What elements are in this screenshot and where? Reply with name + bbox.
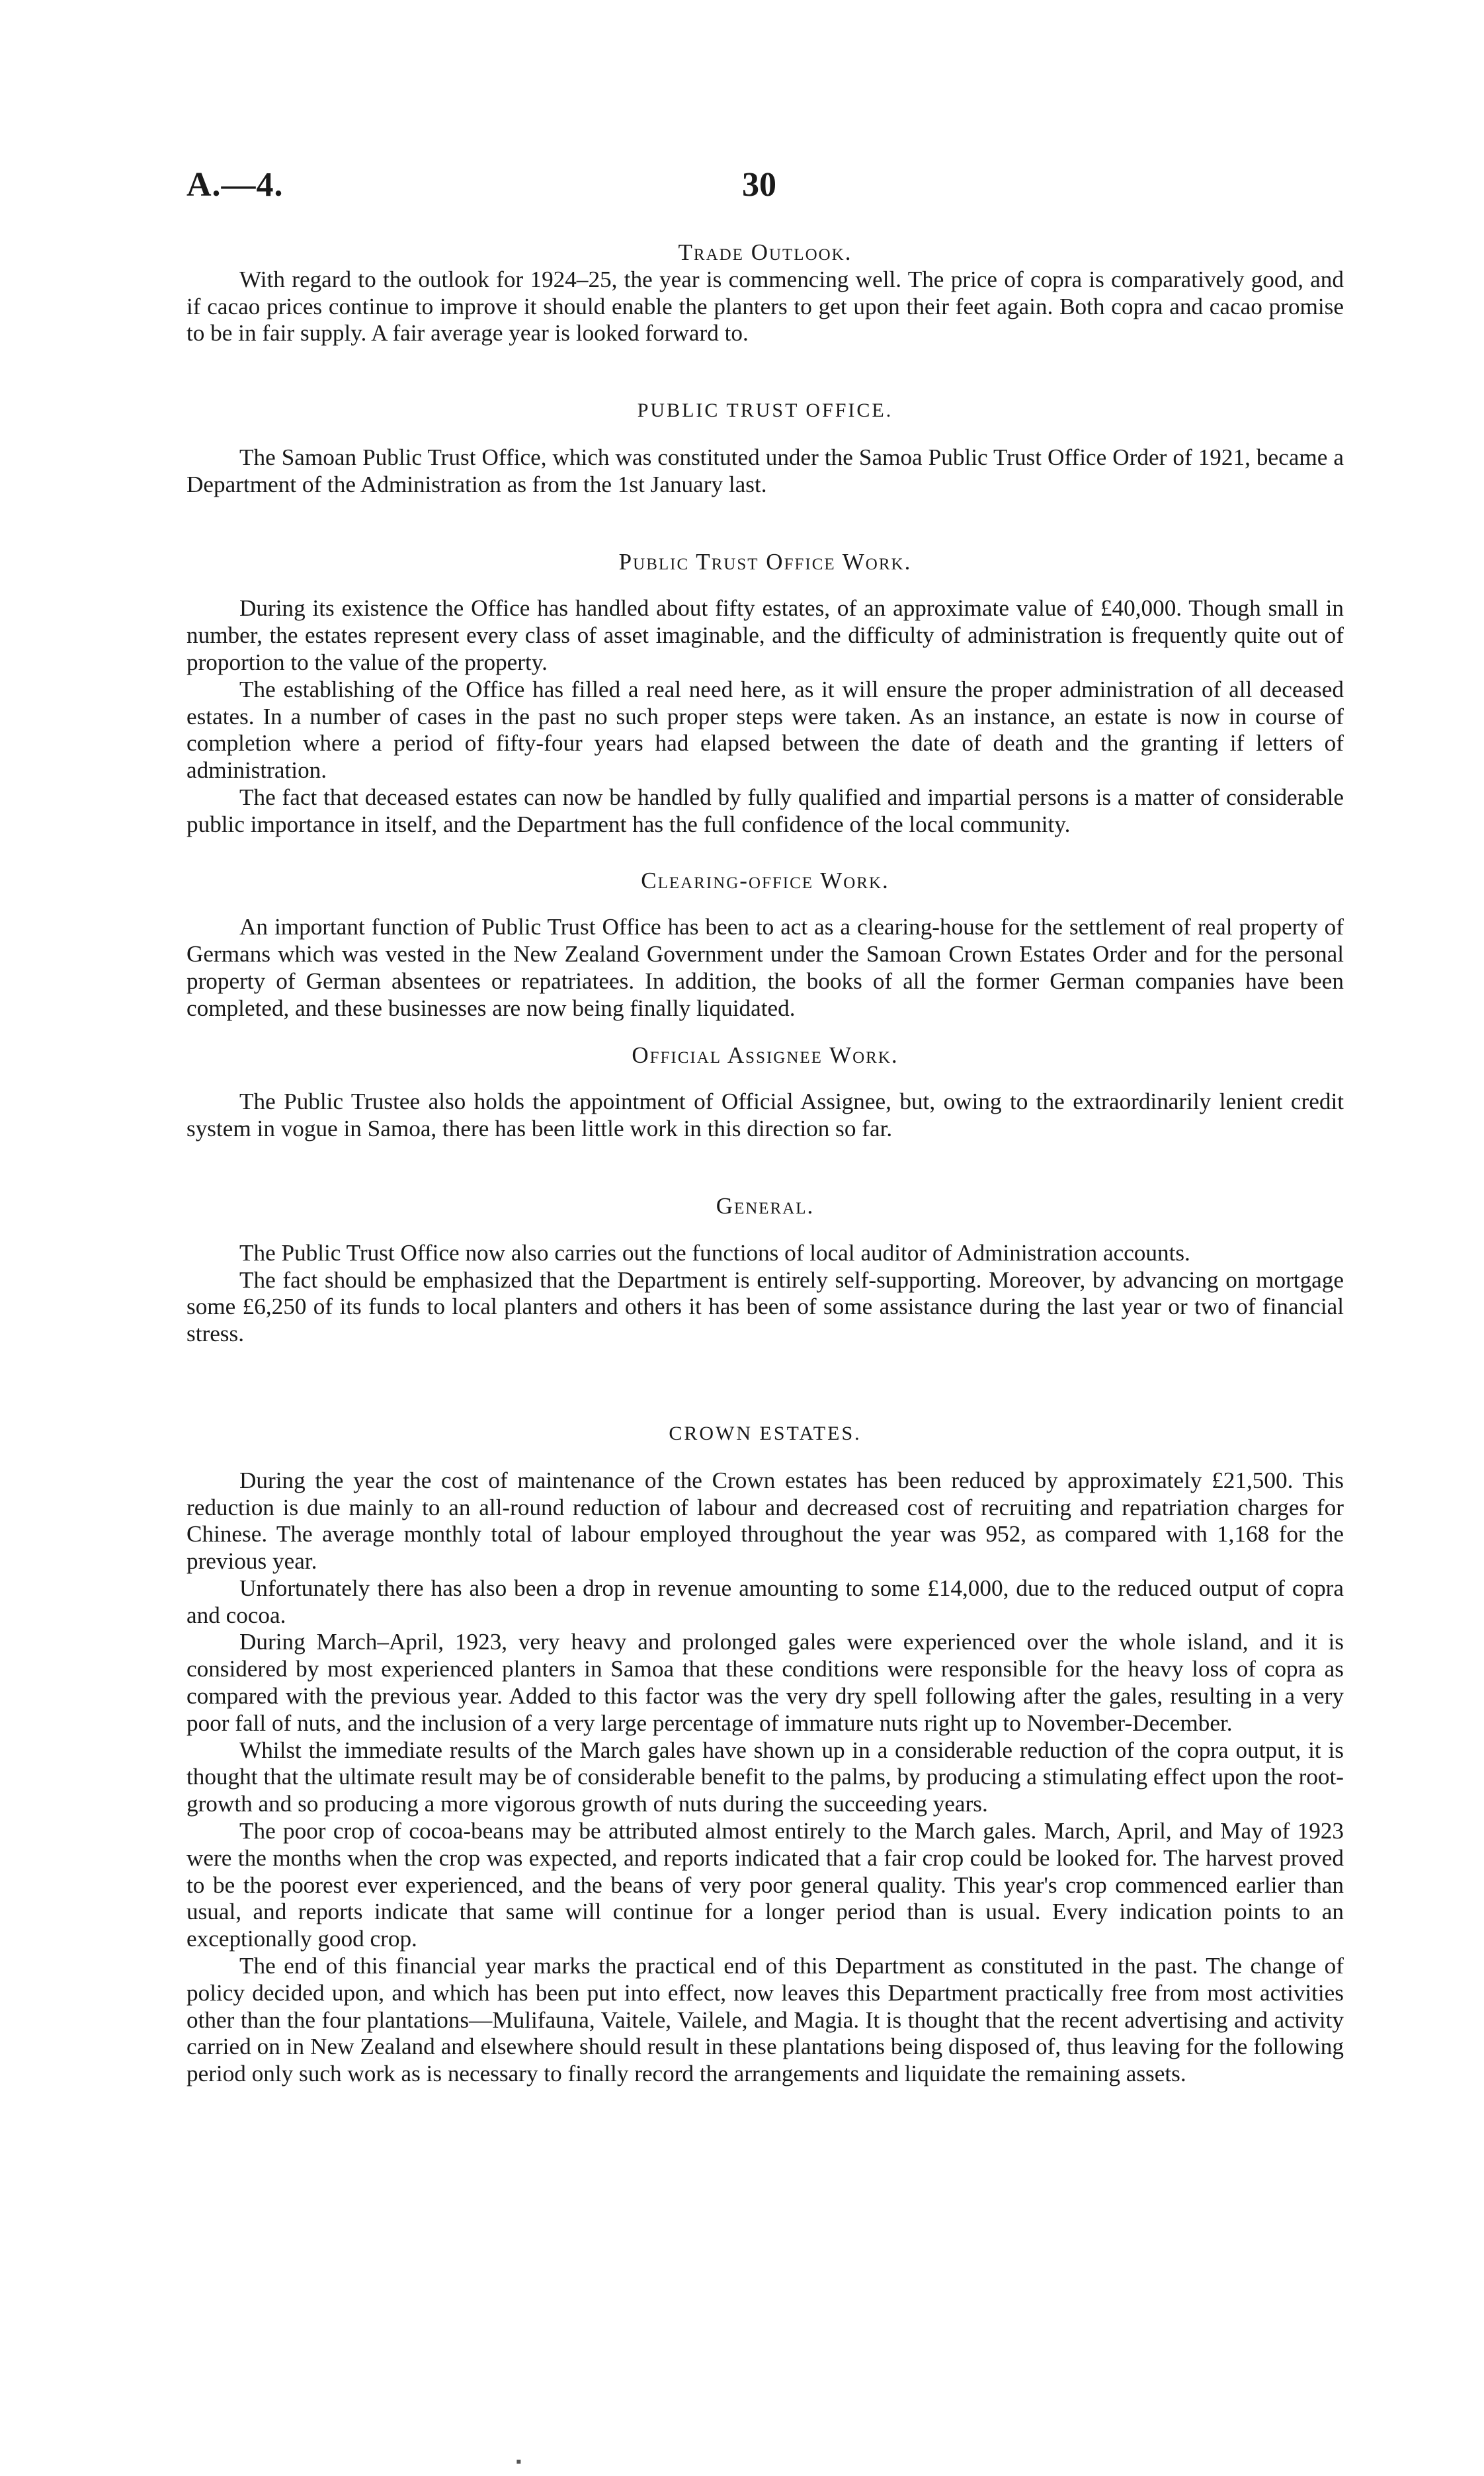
- paragraph: The end of this financial year marks the practical end of this Department as constituted in the past. The change of policy decided upon, and which has been put into effect, now leaves this Department practically free from most activities other than the four plantations—Mulifauna, Vaitele, Vailele, and Magia. It is thought that the recent advertising and activity carried on in New Zealand and elsewhere should result in these plantations being disposed of, thus leaving for the following period only such work as is necessary to finally record the arrangements and liquidate the remaining assets.: [186, 1953, 1344, 2087]
- heading-public-trust-office-work: Public Trust Office Work.: [618, 548, 912, 575]
- paragraph: The fact that deceased estates can now be handled by fully qualified and impartial persons is a matter of considerable public importance in itself, and the Department has the full confidence of the local community.: [186, 784, 1344, 837]
- page-number: 30: [742, 166, 776, 204]
- print-speck: ▪: [516, 2454, 522, 2471]
- paragraph: During its existence the Office has handled about fifty estates, of an approximate value of £40,000. Though small in number, the estates represent every class of asset imaginable, and the difficulty of administration is frequently quite out of proportion to the value of the property.: [186, 595, 1344, 675]
- section-clearing-office-work: [186, 868, 1344, 1022]
- heading-trade-outlook: Trade Outlook.: [678, 239, 852, 265]
- paragraph: During the year the cost of maintenance of the Crown estates has been reduced by approximately £21,500. This reduction is due mainly to an all-round reduction of labour and decreased cost of recruiting and repatriation charges for Chinese. The average monthly total of labour employed throughout the year was 952, as compared with 1,168 for the previous year.: [186, 1467, 1344, 1575]
- paragraph: The establishing of the Office has filled a real need here, as it will ensure the proper administration of all deceased estates. In a number of cases in the past no such proper steps were taken. As an instance, an estate is now in course of completion where a period of fifty-four years had elapsed between the date of death and the granting if letters of administration.: [186, 676, 1344, 784]
- heading-crown-estates: CROWN ESTATES.: [669, 1422, 862, 1444]
- paragraph: With regard to the outlook for 1924–25, the year is commencing well. The price of copra is comparatively good, and if cacao prices continue to improve it should enable the planters to get upon their feet again. Both copra and cacao promise to be in fair supply. A fair average year is looked forward to.: [186, 266, 1344, 347]
- paragraph: The Public Trustee also holds the appointment of Official Assignee, but, owing to the extraordinarily lenient credit system in vogue in Samoa, there has been little work in this direction so far.: [186, 1089, 1344, 1142]
- heading-official-assignee-work: Official Assignee Work.: [632, 1042, 899, 1068]
- paragraph: Unfortunately there has also been a drop in revenue amounting to some £14,000, due to the reduced output of copra and cocoa.: [186, 1575, 1344, 1628]
- heading-general: General.: [716, 1192, 815, 1219]
- section-public-trust-office-work: [186, 549, 1344, 839]
- paragraph: The Public Trust Office now also carries out the functions of local auditor of Administration accounts.: [239, 1239, 1190, 1266]
- document-reference: A.—4.: [186, 166, 284, 204]
- section-public-trust-office: [186, 397, 1344, 498]
- paragraph: The fact should be emphasized that the Department is entirely self-supporting. Moreover, by advancing on mortgage some £6,250 of its funds to local planters and others it has been of some assistance during the last year or two of financial stress.: [186, 1266, 1344, 1347]
- section-official-assignee-work: [186, 1042, 1344, 1143]
- paragraph: An important function of Public Trust Office has been to act as a clearing-house for the settlement of real property of Germans which was vested in the New Zealand Government under the Samoan Crown Estates Order and for the personal property of German absentees or repatriatees. In addition, the books of all the former German companies have been completed, and these businesses are now being finally liquidated.: [186, 914, 1344, 1021]
- page-body: [186, 239, 1344, 2088]
- section-trade-outlook: [186, 239, 1344, 347]
- paragraph: The poor crop of cocoa-beans may be attributed almost entirely to the March gales. March, April, and May of 1923 were the months when the crop was expected, and reports indicated that a fair crop could be looked for. The harvest proved to be the poorest ever experienced, and the beans of very poor general quality. This year's crop commenced earlier than usual, and reports indicate that same will continue for a longer period than is usual. Every indication points to an exceptionally good crop.: [186, 1818, 1344, 1952]
- section-crown-estates: [186, 1421, 1344, 2088]
- paragraph: The Samoan Public Trust Office, which was constituted under the Samoa Public Trust Office Order of 1921, became a Department of the Administration as from the 1st January last.: [186, 444, 1344, 497]
- paragraph: During March–April, 1923, very heavy and prolonged gales were experienced over the whole island, and it is considered by most experienced planters in Samoa that these conditions were responsible for the heavy loss of copra as compared with the previous year. Added to this factor was the very dry spell following after the gales, resulting in a very poor fall of nuts, and the inclusion of a very large percentage of immature nuts right up to November-December.: [186, 1629, 1344, 1736]
- paragraph: Whilst the immediate results of the March gales have shown up in a considerable reduction of the copra output, it is thought that the ultimate result may be of considerable benefit to the palms, by producing a stimulating effect upon the root-growth and so producing a more vigorous growth of nuts during the succeeding years.: [186, 1737, 1344, 1817]
- heading-public-trust-office: PUBLIC TRUST OFFICE.: [637, 399, 893, 422]
- section-general: [186, 1193, 1344, 1348]
- heading-clearing-office-work: Clearing-office Work.: [641, 867, 889, 893]
